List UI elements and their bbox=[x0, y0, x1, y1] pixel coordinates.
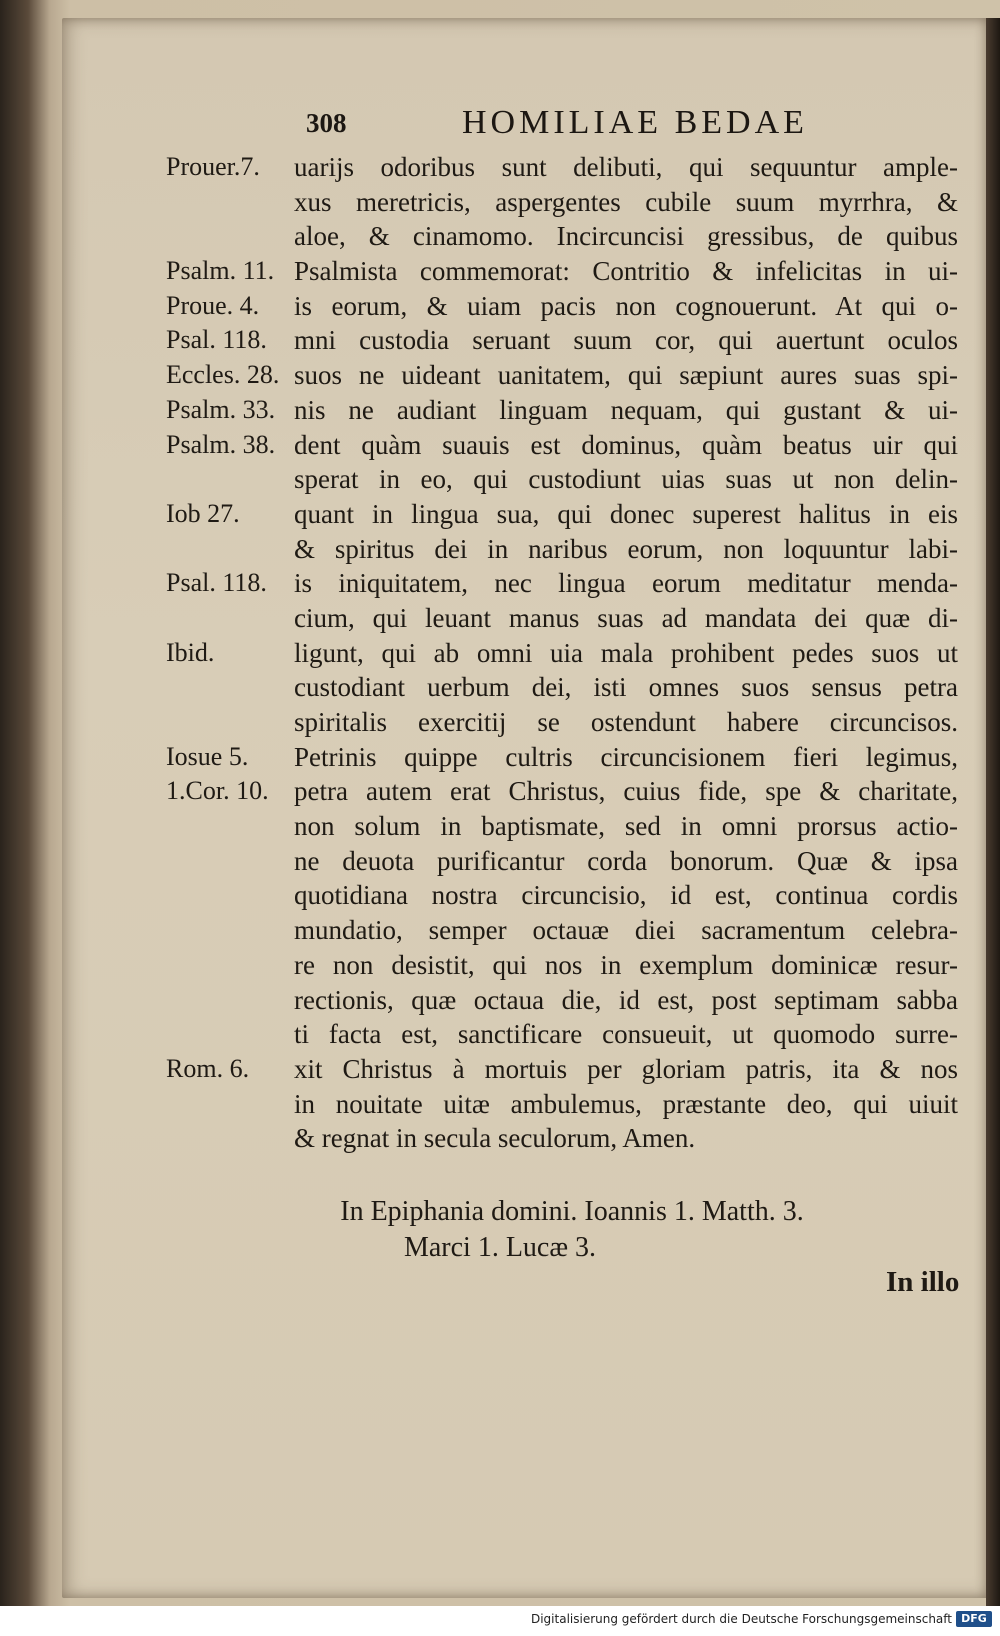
line-text: petra autem erat Christus, cuius fide, spe & charitate, bbox=[294, 776, 958, 807]
text-line bbox=[0, 428, 1000, 463]
line-text: aloe, & cinamomo. Incircuncisi gressibus, de quibus bbox=[294, 221, 958, 252]
line-text: mundatio, semper octauæ diei sacramentum celebra- bbox=[294, 915, 958, 946]
margin-reference: Psalm. 11. bbox=[166, 256, 275, 286]
page-number: 308 bbox=[306, 108, 347, 138]
text-line bbox=[0, 462, 1000, 497]
digitization-credit: Digitalisierung gefördert durch die Deutsche Forschungsgemeinschaft bbox=[530, 1612, 952, 1626]
line-text: re non desistit, qui nos in exemplum dominicæ resur- bbox=[294, 949, 958, 980]
catchword: In illo bbox=[886, 1266, 960, 1298]
margin-reference: Iosue 5. bbox=[166, 741, 249, 771]
line-text: quant in lingua sua, qui donec superest halitus in eis bbox=[294, 498, 958, 529]
line-text: nis ne audiant linguam nequam, qui gustant & ui- bbox=[294, 394, 958, 425]
running-head: HOMILIAE BEDAE bbox=[462, 104, 808, 141]
text-line bbox=[0, 323, 1000, 358]
line-text: custodiant uerbum dei, isti omnes suos sensus petra bbox=[294, 672, 958, 703]
text-line bbox=[0, 740, 1000, 775]
text-line bbox=[0, 636, 1000, 671]
line-text: is iniquitatem, nec lingua eorum meditatur menda- bbox=[294, 568, 958, 599]
text-line bbox=[0, 1052, 1000, 1087]
line-text: rectionis, quæ octaua die, id est, post septimam sabba bbox=[294, 984, 958, 1015]
text-line bbox=[0, 809, 1000, 844]
text-line bbox=[0, 219, 1000, 254]
line-text: cium, qui leuant manus suas ad mandata dei quæ di- bbox=[294, 602, 958, 633]
text-line bbox=[0, 254, 1000, 289]
text-line bbox=[0, 878, 1000, 913]
text-line bbox=[0, 774, 1000, 809]
line-text: uarijs odoribus sunt delibuti, qui sequuntur ample- bbox=[294, 152, 958, 182]
line-text: sperat in eo, qui custodiunt uias suas ut non delin- bbox=[294, 464, 958, 495]
margin-reference: Proue. 4. bbox=[166, 290, 260, 320]
line-text: Petrinis quippe cultris circuncisionem fieri legimus, bbox=[294, 741, 958, 772]
section-heading-line1: In Epiphania domini. Ioannis 1. Matth. 3. bbox=[340, 1196, 804, 1227]
text-line bbox=[0, 948, 1000, 983]
margin-reference: Iob 27. bbox=[166, 498, 240, 528]
line-text: mni custodia seruant suum cor, qui auertunt oculos bbox=[294, 325, 958, 356]
line-text: Psalmista commemorat: Contritio & infelicitas in ui- bbox=[294, 256, 958, 287]
dfg-logo: DFG bbox=[956, 1611, 992, 1627]
text-line bbox=[0, 913, 1000, 948]
section-heading-line2: Marci 1. Lucæ 3. bbox=[403, 1232, 597, 1263]
line-text: xit Christus à mortuis per gloriam patris, ita & nos bbox=[294, 1053, 958, 1084]
line-text: ligunt, qui ab omni uia mala prohibent pedes suos ut bbox=[294, 637, 958, 668]
text-line bbox=[0, 844, 1000, 879]
margin-reference: 1.Cor. 10. bbox=[166, 776, 269, 806]
text-line bbox=[0, 1121, 1000, 1156]
line-text: & regnat in secula seculorum, Amen. bbox=[294, 1123, 696, 1154]
margin-reference: Psal. 118. bbox=[166, 325, 267, 355]
text-line bbox=[0, 185, 1000, 220]
margin-reference: Rom. 6. bbox=[166, 1053, 250, 1083]
margin-reference: Eccles. 28. bbox=[166, 360, 280, 390]
text-line bbox=[0, 566, 1000, 601]
body-text bbox=[0, 150, 1000, 1156]
line-text: in nouitate uitæ ambulemus, præstante deo, qui uiuit bbox=[294, 1088, 958, 1119]
text-line bbox=[0, 532, 1000, 567]
margin-reference: Prouer.7. bbox=[166, 152, 260, 181]
text-line bbox=[0, 393, 1000, 428]
line-text: non solum in baptismate, sed in omni prorsus actio- bbox=[294, 811, 958, 842]
text-line bbox=[0, 497, 1000, 532]
text-line bbox=[0, 1017, 1000, 1052]
text-line bbox=[0, 358, 1000, 393]
margin-reference: Ibid. bbox=[166, 637, 215, 667]
line-text: suos ne uideant uanitatem, qui sæpiunt aures suas spi- bbox=[294, 360, 958, 391]
line-text: dent quàm suauis est dominus, quàm beatus uir qui bbox=[294, 429, 958, 460]
page-header bbox=[0, 104, 1000, 148]
line-text: xus meretricis, aspergentes cubile suum myrrhra, & bbox=[294, 186, 958, 217]
margin-reference: Psalm. 33. bbox=[166, 394, 276, 424]
line-text: is eorum, & uiam pacis non cognouerunt. At qui o- bbox=[294, 290, 958, 321]
text-line bbox=[0, 150, 1000, 185]
text-line bbox=[0, 983, 1000, 1018]
line-text: spiritalis exercitij se ostendunt habere circuncisos. bbox=[294, 707, 958, 737]
line-text: ne deuota purificantur corda bonorum. Quæ & ipsa bbox=[294, 845, 958, 876]
line-text: & spiritus dei in naribus eorum, non loquuntur labi- bbox=[294, 533, 958, 564]
text-line bbox=[0, 670, 1000, 705]
text-line bbox=[0, 705, 1000, 740]
text-line bbox=[0, 601, 1000, 636]
line-text: ti facta est, sanctificare consueuit, ut quomodo surre- bbox=[294, 1019, 958, 1050]
margin-reference: Psalm. 38. bbox=[166, 429, 276, 459]
line-text: quotidiana nostra circuncisio, id est, continua cordis bbox=[294, 880, 958, 911]
margin-reference: Psal. 118. bbox=[166, 568, 267, 598]
text-line bbox=[0, 1087, 1000, 1122]
text-line bbox=[0, 289, 1000, 324]
